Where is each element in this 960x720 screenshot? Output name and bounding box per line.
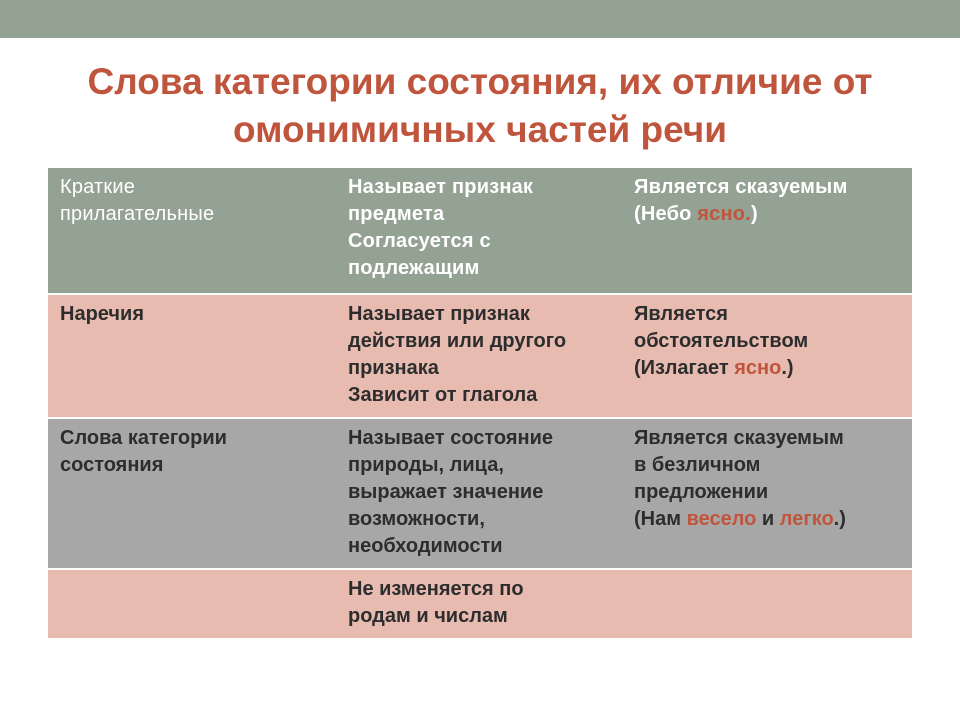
cell-text-line: Называет признак [348, 303, 530, 325]
cell-text-line: Называет состояние [348, 427, 554, 449]
cell-text-line: Наречия [60, 303, 144, 325]
table-cell-meaning [336, 294, 622, 418]
table-cell-part-of-speech [48, 294, 336, 418]
table-cell-meaning [336, 418, 622, 569]
slide-title-line-1: Слова категории состояния, их отличие от [87, 61, 873, 102]
cell-text-line: Не изменяется по [348, 578, 524, 600]
cell-text-line: Краткие [60, 176, 136, 198]
example-suffix: ) [750, 203, 758, 225]
cell-text-line: возможности, [348, 508, 485, 530]
example-line [634, 506, 900, 533]
cell-text-line: Слова категории [60, 427, 227, 449]
example-prefix: (Излагает [634, 357, 735, 379]
cell-text-line: Называет признак [348, 176, 534, 198]
cell-text-line: действия или другого [348, 330, 567, 352]
cell-text-line: Является сказуемым [634, 176, 848, 198]
table-cell-meaning [336, 168, 622, 294]
cell-text-line: Согласуется с [348, 230, 491, 252]
example-highlight-word: весело [686, 508, 757, 530]
table-row-state-category [48, 418, 912, 569]
cell-text-line: в безличном [634, 454, 761, 476]
example-line [634, 201, 900, 228]
example-highlight-word: ясно. [697, 203, 751, 225]
table-row-adverbs [48, 294, 912, 418]
cell-text-line: состояния [60, 454, 164, 476]
example-suffix: .) [781, 357, 794, 379]
example-prefix: (Нам [634, 508, 687, 530]
example-conjunction: и [756, 508, 780, 530]
example-highlight-word: легко [779, 508, 834, 530]
cell-text-line: природы, лица, [348, 454, 504, 476]
cell-text-line: подлежащим [348, 257, 480, 279]
cell-text-line: выражает значение [348, 481, 544, 503]
cell-text-line: обстоятельством [634, 330, 809, 352]
table-cell-syntax-role [622, 294, 912, 418]
table-row-short-adjectives [48, 168, 912, 294]
table-cell-syntax-role [622, 418, 912, 569]
table-cell-part-of-speech [48, 569, 336, 639]
top-decorative-bar [0, 0, 960, 38]
table-cell-syntax-role [622, 168, 912, 294]
cell-text-line: Является [634, 303, 728, 325]
table-cell-part-of-speech [48, 418, 336, 569]
example-line [634, 355, 900, 382]
table-row-no-inflection [48, 569, 912, 639]
example-suffix: .) [833, 508, 846, 530]
slide-title [40, 58, 920, 154]
cell-text-line: родам и числам [348, 605, 508, 627]
cell-text-line: Является сказуемым [634, 427, 844, 449]
cell-text-line: необходимости [348, 535, 503, 557]
cell-text-line: Зависит от глагола [348, 384, 538, 406]
comparison-table [48, 168, 912, 640]
table-cell-syntax-role [622, 569, 912, 639]
table-cell-part-of-speech [48, 168, 336, 294]
cell-text-line: предмета [348, 203, 445, 225]
cell-text-line: признака [348, 357, 439, 379]
example-prefix: (Небо [634, 203, 698, 225]
cell-text-line: предложении [634, 481, 769, 503]
cell-text-line: прилагательные [60, 203, 215, 225]
slide-title-line-2: омонимичных частей речи [233, 109, 727, 150]
example-highlight-word: ясно [734, 357, 782, 379]
table-cell-meaning [336, 569, 622, 639]
